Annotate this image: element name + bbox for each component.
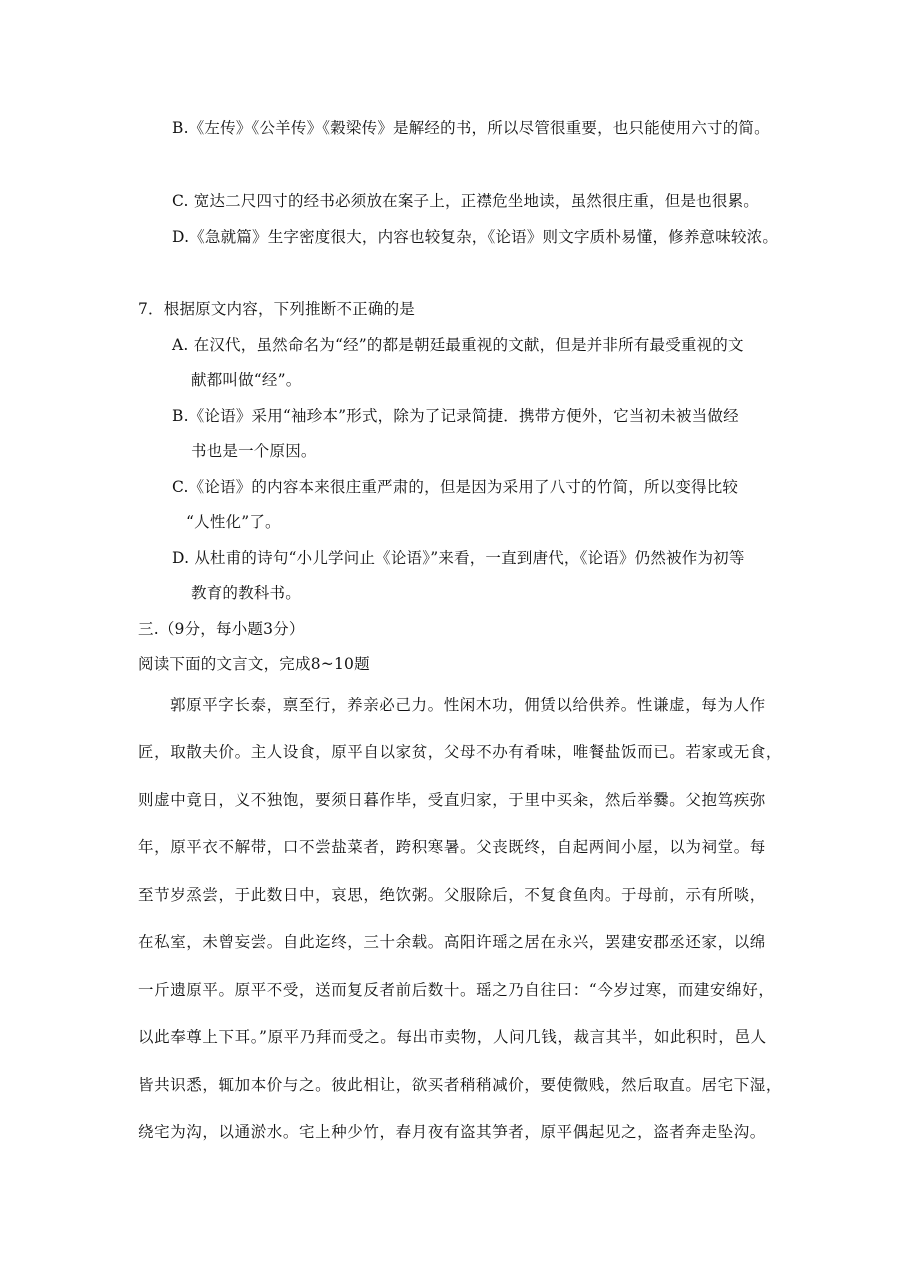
passage-line: 郭原平字长泰，禀至行，养亲必己力。性闲木功，佣赁以给供养。性谦虚，每为人作 bbox=[170, 696, 766, 714]
q7-option-c-line1: C.《论语》的内容本来很庄重严肃的，但是因为采用了八寸的竹简，所以变得比较 bbox=[172, 478, 739, 496]
q7-option-b-line2: 书也是一个原因。 bbox=[191, 442, 317, 460]
q7-option-c-line2: “人性化”了。 bbox=[186, 513, 281, 531]
q6-option-c: C. 宽达二尺四寸的经书必须放在案子上，正襟危坐地读，虽然很庄重，但是也很累。 bbox=[172, 192, 759, 210]
passage-line: 年，原平衣不解带，口不尝盐菜者，跨积寒暑。父丧既终，自起两间小屋，以为祠堂。每 bbox=[138, 838, 766, 856]
passage-line: 在私室，未曾妄尝。自此迄终，三十余载。高阳许瑶之居在永兴，罢建安郡丞还家，以绵 bbox=[138, 933, 766, 951]
passage-line: 以此奉尊上下耳。”原平乃拜而受之。每出市卖物，人问几钱，裁言其半，如此积时，邑人 bbox=[138, 1028, 767, 1046]
q7-option-b-line1: B.《论语》采用“袖珍本”形式，除为了记录简捷．携带方便外，它当初未被当做经 bbox=[172, 407, 739, 425]
q7-stem: 7．根据原文内容，下列推断不正确的是 bbox=[138, 300, 415, 318]
passage-line: 一斤遗原平。原平不受，送而复反者前后数十。瑶之乃自往曰：“今岁过寒，而建安绵好， bbox=[138, 981, 775, 999]
q6-option-b: B.《左传》《公羊传》《穀梁传》是解经的书，所以尽管很重要，也只能使用六寸的简。 bbox=[172, 119, 770, 137]
section-3-instruction: 阅读下面的文言文，完成8~10题 bbox=[138, 655, 370, 673]
passage-line: 皆共识悉，辄加本价与之。彼此相让，欲买者稍稍减价，要使微贱，然后取直。居宅下湿， bbox=[138, 1076, 783, 1094]
passage-line: 至节岁烝尝，于此数日中，哀思，绝饮粥。父服除后，不复食鱼肉。于母前，示有所啖， bbox=[138, 886, 766, 904]
passage-line: 匠，取散夫价。主人设食，原平自以家贫，父母不办有肴味，唯餐盐饭而已。若家或无食， bbox=[138, 743, 783, 761]
q6-option-d: D.《急就篇》生字密度很大，内容也较复杂，《论语》则文字质朴易懂，修养意味较浓。 bbox=[172, 228, 779, 246]
q7-option-a-line1: A. 在汉代，虽然命名为“经”的都是朝廷最重视的文献，但是并非所有最受重视的文 bbox=[172, 336, 744, 354]
passage-line: 则虚中竟日，义不独饱，要须日暮作毕，受直归家，于里中买籴，然后举爨。父抱笃疾弥 bbox=[138, 791, 766, 809]
q7-option-d-line1: D. 从杜甫的诗句“小儿学问止《论语》”来看，一直到唐代，《论语》仍然被作为初等 bbox=[172, 549, 745, 567]
section-3-heading: 三.（9分，每小题3分） bbox=[138, 620, 305, 638]
q7-option-a-line2: 献都叫做“经”。 bbox=[191, 371, 302, 389]
q7-option-d-line2: 教育的教科书。 bbox=[191, 584, 301, 602]
passage-line: 绕宅为沟，以通淤水。宅上种少竹，春月夜有盗其笋者，原平偶起见之，盗者奔走坠沟。 bbox=[138, 1123, 766, 1141]
